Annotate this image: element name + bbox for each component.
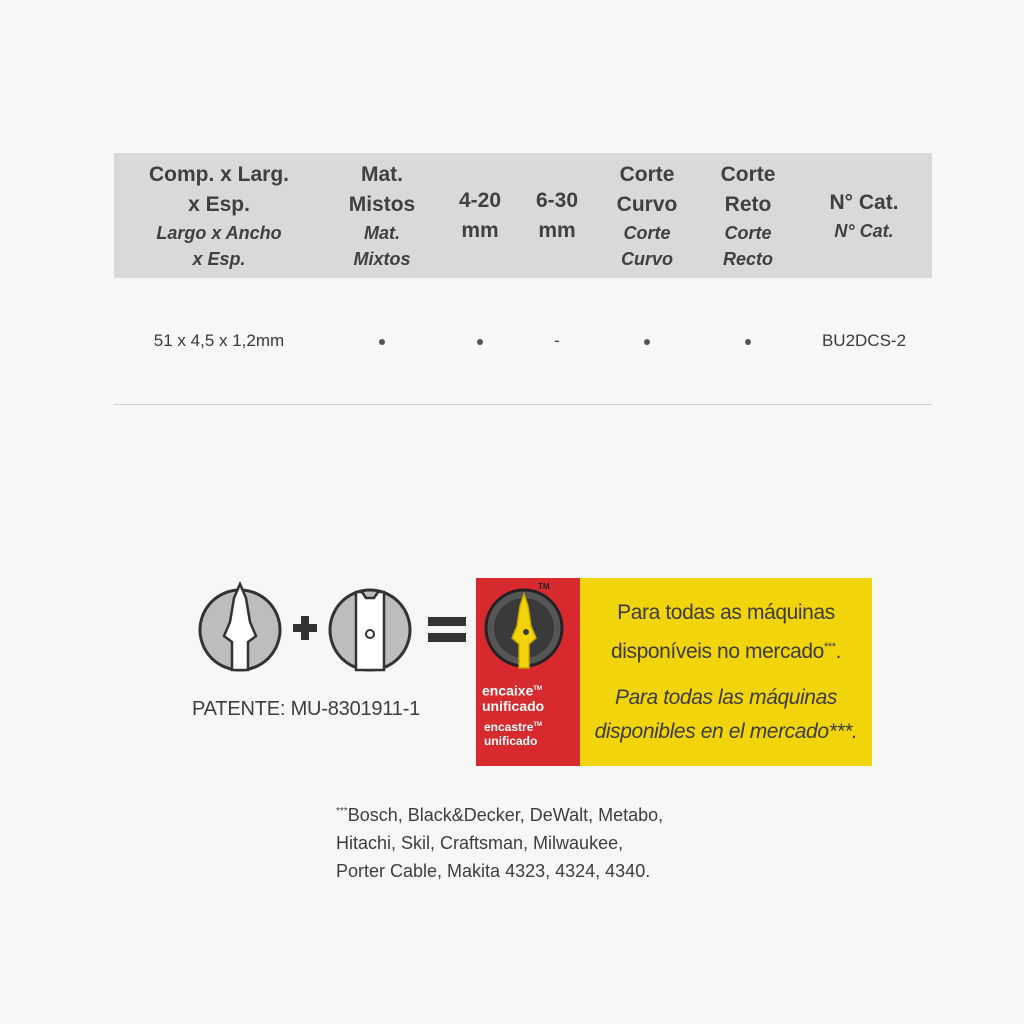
table-row xyxy=(114,278,932,404)
availability-dot xyxy=(644,339,650,345)
header-range-6-30: 6-30 mm xyxy=(535,188,579,242)
header-range-4-20: 4-20 mm xyxy=(458,188,502,242)
table-header xyxy=(114,153,932,278)
equals-icon xyxy=(428,617,466,642)
unified-shank-logo xyxy=(476,578,580,766)
spec-table xyxy=(114,153,932,405)
cell-size: 51 x 4,5 x 1,2mm xyxy=(153,331,285,350)
unified-shank-badge xyxy=(476,578,872,766)
availability-dot xyxy=(477,339,483,345)
cell-mixed-materials xyxy=(324,331,440,351)
encaixe-unificado-label: encaixe™ unificado xyxy=(482,682,545,714)
cell-range-4-20 xyxy=(440,331,520,351)
compatibility-text-es: Para todas las máquinas disponibles en el mercado***. xyxy=(594,685,858,743)
trademark-label: TM xyxy=(538,582,550,591)
compatibility-text-pt: Para todas as máquinas disponíveis no mercado***. xyxy=(610,600,842,663)
shank-equation-graphic xyxy=(190,580,480,680)
t-shank-icon xyxy=(200,584,280,670)
header-dimensions: Comp. x Larg. x Esp. Largo x Ancho x Esp. xyxy=(148,162,290,269)
cell-curved-cut xyxy=(594,331,700,351)
u-shank-icon xyxy=(330,590,410,670)
cell-catalog-number: BU2DCS-2 xyxy=(821,331,907,350)
plus-icon xyxy=(293,616,317,640)
availability-dot xyxy=(745,339,751,345)
header-straight-cut: Corte Reto Corte Recto xyxy=(720,162,776,269)
header-curved-cut: Corte Curvo Corte Curvo xyxy=(616,162,678,269)
compatible-brands-footnote: ***Bosch, Black&Decker, DeWalt, Metabo, Hitachi, Skil, Craftsman, Milwaukee, Porter Cable, Makita 4323, 4324, 4340. xyxy=(336,805,664,881)
availability-dot xyxy=(379,339,385,345)
header-catalog-number: N° Cat. N° Cat. xyxy=(829,190,899,241)
cell-range-6-30: - xyxy=(554,331,560,350)
compatibility-text xyxy=(580,578,872,766)
encastre-unificado-label: encastre™ unificado xyxy=(484,720,543,748)
blade-shank-logo-icon xyxy=(484,586,564,678)
cell-straight-cut xyxy=(700,331,796,351)
header-mixed-materials: Mat. Mistos Mat. Mixtos xyxy=(348,162,416,269)
patent-number: PATENTE: MU-8301911-1 xyxy=(192,698,421,720)
table-divider xyxy=(114,404,932,405)
